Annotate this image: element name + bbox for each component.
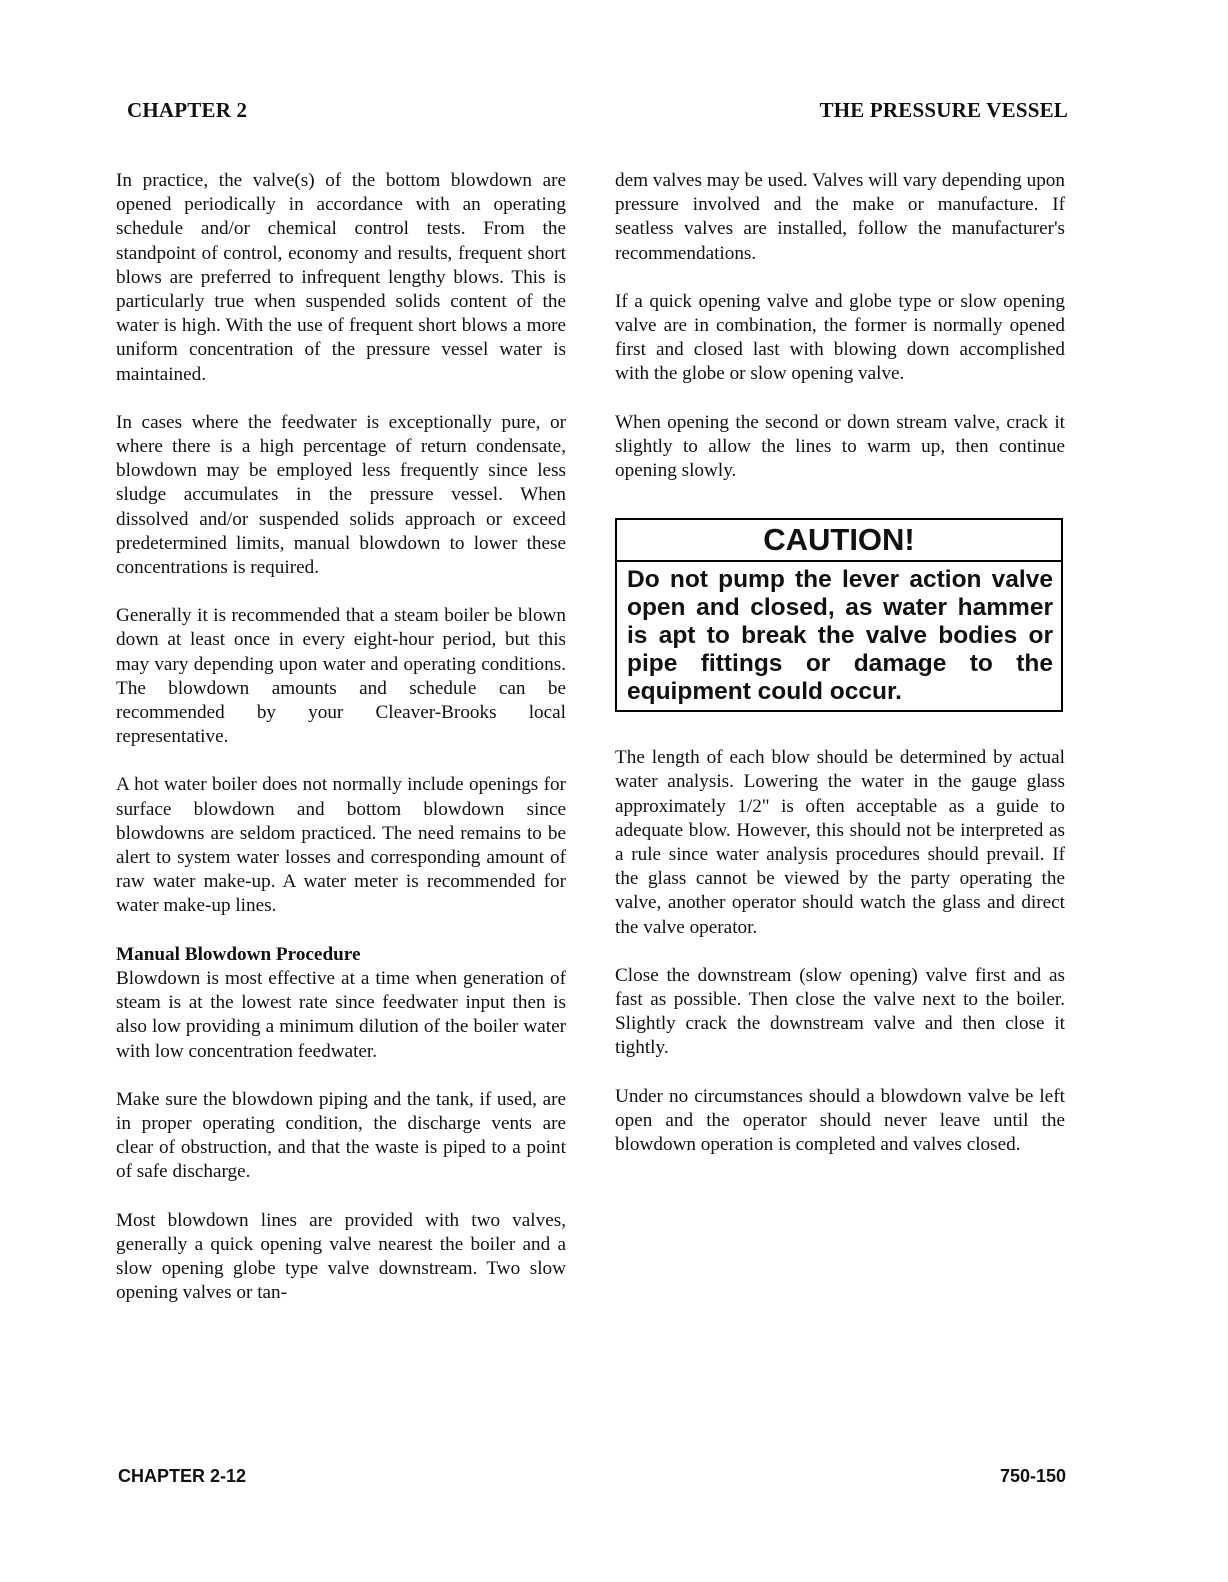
header-chapter: CHAPTER 2 [127,98,248,122]
caution-box [615,518,1063,712]
paragraph: In practice, the valve(s) of the bottom blowdown are opened periodically in accordance with an operating schedule and/or chemical control tests. From the standpoint of control, economy and results, frequent short blows are preferred to infrequent lengthy blows. This is particularly true when suspended solids content of the water is high. With the use of frequent short blows a more uniform concentration of the pressure vessel water is maintained. [116,170,566,385]
paragraph: In cases where the feedwater is exceptionally pure, or where there is a high percentage of return condensate, blowdown may be employed less frequently since less sludge accumulates in the pressure vessel. When dissolved and/or suspended solids approach or exceed predetermined limits, manual blowdown to lower these concentrations is required. [116,411,566,579]
paragraph: Most blowdown lines are provided with two valves, generally a quick opening valve nearest the boiler and a slow opening globe type valve downstream. Two slow opening valves or tan- [116,1209,566,1304]
footer-document-number: 750-150 [999,1466,1066,1486]
paragraph: When opening the second or down stream valve, crack it slightly to allow the lines to warm up, then continue opening slowly. [615,411,1065,482]
paragraph: Under no circumstances should a blowdown valve be left open and the operator should never leave until the blowdown operation is completed and valves closed. [615,1085,1065,1156]
paragraph: Close the downstream (slow opening) valve first and as fast as possible. Then close the valve next to the boiler. Slightly crack the downstream valve and then close it tightly. [615,964,1065,1059]
caution-title: CAUTION! [617,520,1061,562]
paragraph: If a quick opening valve and globe type or slow opening valve are in combination, the former is normally opened first and closed last with blowing down accomplished with the globe or slow opening valve. [615,290,1065,385]
paragraph: Blowdown is most effective at a time when generation of steam is at the lowest rate since feedwater input then is also low providing a minimum dilution of the boiler water with low concentration feedwater. [116,967,566,1062]
paragraph: Generally it is recommended that a steam boiler be blown down at least once in every eight-hour period, but this may vary depending upon water and operating conditions. The blowdown amounts and schedule can be recommended by your Cleaver-Brooks local representative. [116,605,566,748]
paragraph: A hot water boiler does not normally include openings for surface blowdown and bottom blowdown since blowdowns are seldom practiced. The need remains to be alert to system water losses and corresponding amount of raw water make-up. A water meter is recommended for water make-up lines. [116,774,566,917]
right-column [615,169,1065,1181]
left-column [116,169,566,1329]
paragraph: dem valves may be used. Valves will vary depending upon pressure involved and the make or manufacture. If seatless valves are installed, follow the manufacturer's recommendations. [615,170,1065,264]
paragraph: The length of each blow should be determined by actual water analysis. Lowering the water in the gauge glass approximately 1/2" is often acceptable as a guide to adequate blow. However, this should not be interpreted as a rule since water analysis procedures should prevail. If the glass cannot be viewed by the party operating the valve, another operator should watch the glass and direct the valve operator. [615,747,1065,938]
footer-page-number: CHAPTER 2-12 [118,1466,247,1486]
paragraph: Make sure the blowdown piping and the tank, if used, are in proper operating condition, the discharge vents are clear of obstruction, and that the waste is piped to a point of safe discharge. [116,1088,566,1183]
header-section-title: THE PRESSURE VESSEL [819,98,1068,122]
caution-text: Do not pump the lever action valve open and closed, as water hammer is apt to break the valve bodies or pipe fittings or damage to the equipment could occur. [627,566,1053,706]
subheading: Manual Blowdown Procedure [116,943,361,965]
